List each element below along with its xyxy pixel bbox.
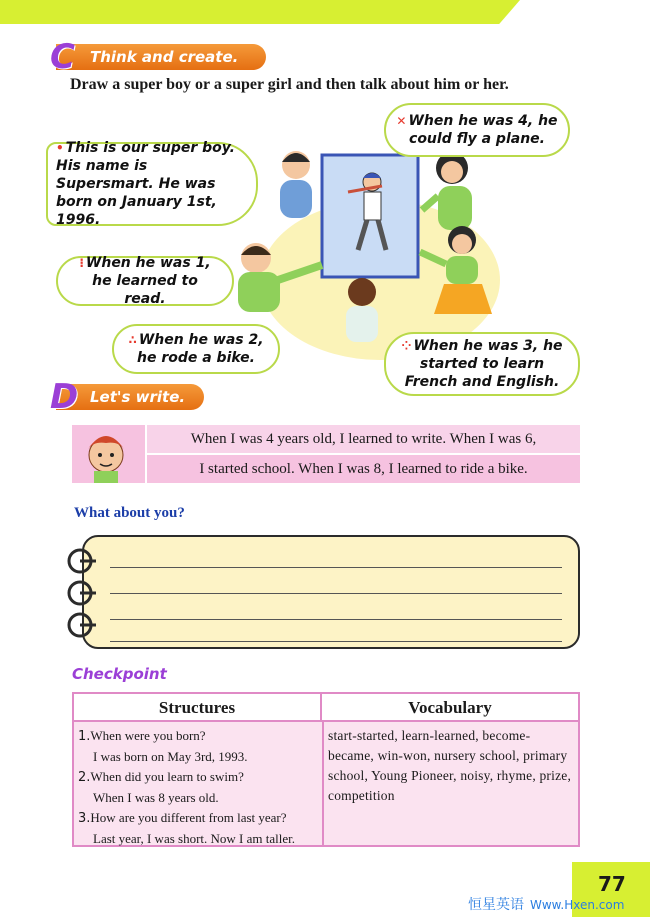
checkpoint-title: Checkpoint (72, 665, 167, 683)
structure-answer: When I was 8 years old. (93, 790, 219, 805)
bullet-icon: ∴ (128, 333, 137, 347)
model-line-2: I started school. When I was 8, I learned to ride a bike. (147, 455, 580, 483)
watermark (468, 894, 624, 914)
speech-bubble-intro: • This is our super boy. His name is Supersmart. He was born on January 1st, 1996. (46, 142, 258, 226)
column-divider (322, 722, 324, 845)
section-d-letter: D (50, 377, 79, 417)
boy-avatar-cell (72, 425, 145, 483)
structure-question: 1.When were you born? (78, 728, 206, 744)
speech-bubble-age-4: ✕ When he was 4, he could fly a plane. (384, 103, 570, 157)
model-line-1: When I was 4 years old, I learned to write. When I was 6, (147, 425, 580, 453)
section-c-title: Think and create. (90, 48, 239, 66)
bullet-icon: ✕ (396, 114, 407, 128)
structure-question: 3.How are you different from last year? (78, 810, 287, 826)
bullet-icon: • (56, 141, 64, 155)
bullet-icon: ⁘ (401, 339, 412, 353)
structure-answer: Last year, I was short. Now I am taller. (93, 831, 296, 846)
writing-notebook[interactable] (82, 535, 580, 649)
what-about-you-prompt: What about you? (74, 505, 185, 521)
top-banner (0, 0, 520, 24)
section-c-header (50, 37, 266, 77)
writing-line[interactable] (110, 619, 562, 620)
speech-bubble-age-1: ⁝ When he was 1, he learned to read. (56, 256, 234, 306)
writing-line[interactable] (110, 567, 562, 568)
speech-bubble-age-2: ∴ When he was 2, he rode a bike. (112, 324, 280, 374)
watermark-brand: 恒星英语 (468, 897, 524, 913)
vocabulary-header: Vocabulary (322, 694, 578, 722)
spiral-binding-icon (64, 545, 104, 645)
structure-question: 2.When did you learn to swim? (78, 769, 244, 785)
vocabulary-list: start-started, learn-learned, become-became, win-won, nursery school, primary school, Young Pioneer, noisy, rhyme, prize, competition (328, 728, 572, 803)
watermark-url[interactable]: Www.Hxen.com (530, 898, 625, 912)
instruction-text: Draw a super boy or a super girl and then talk about him or her. (70, 76, 509, 93)
checkpoint-table (72, 692, 580, 847)
writing-line[interactable] (110, 593, 562, 594)
bullet-icon: ⁝ (79, 256, 84, 270)
structures-header: Structures (74, 694, 322, 722)
page-number: 77 (598, 872, 626, 896)
section-d-header (50, 377, 204, 417)
structures-list (78, 726, 320, 849)
boy-face-icon (72, 425, 145, 483)
model-paragraph-box (72, 425, 580, 483)
section-d-title: Let's write. (90, 388, 186, 406)
writing-line[interactable] (110, 641, 562, 642)
speech-bubble-age-3: ⁘ When he was 3, he started to learn French and English. (384, 332, 580, 396)
structure-answer: I was born on May 3rd, 1993. (93, 749, 248, 764)
section-c-letter: C (50, 37, 75, 77)
